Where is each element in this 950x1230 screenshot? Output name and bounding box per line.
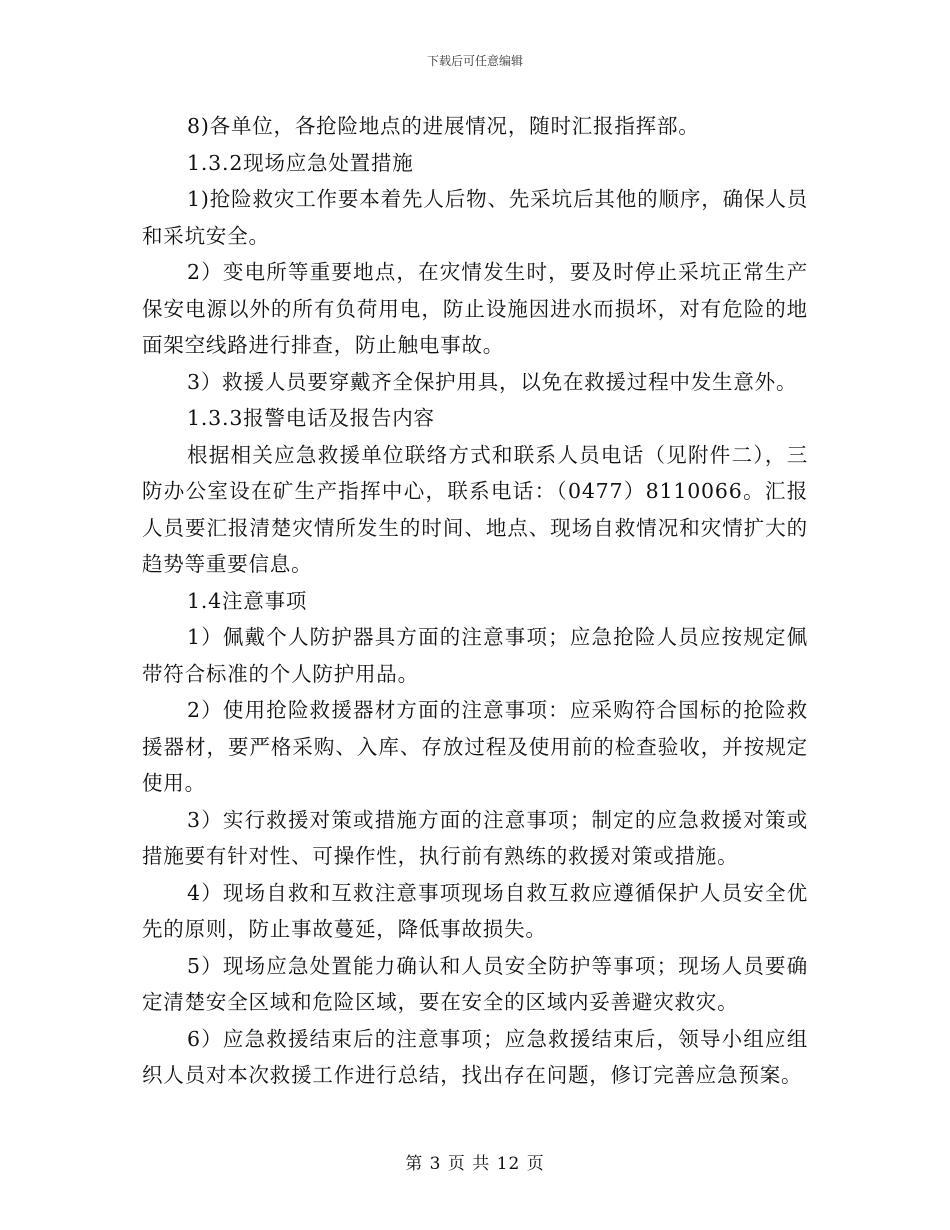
document-body: [142, 108, 808, 1094]
paragraph: 1）佩戴个人防护器具方面的注意事项；应急抢险人员应按规定佩带符合标准的个人防护用品。: [142, 625, 808, 686]
paragraph: 3）实行救援对策或措施方面的注意事项；制定的应急救援对策或措施要有针对性、可操作性，执行前有熟练的救援对策或措施。: [142, 807, 808, 868]
paragraph: 6）应急救援结束后的注意事项；应急救援结束后，领导小组应组织人员对本次救援工作进行总结，找出存在问题，修订完善应急预案。: [142, 1026, 808, 1087]
paragraph: 4）现场自救和互救注意事项现场自救互救应遵循保护人员安全优先的原则，防止事故蔓延，降低事故损失。: [142, 880, 808, 941]
paragraph: 5）现场应急处置能力确认和人员安全防护等事项；现场人员要确定清楚安全区域和危险区域，要在安全的区域内妥善避灾救灾。: [142, 953, 808, 1014]
paragraph: 2）变电所等重要地点，在灾情发生时，要及时停止采坑正常生产保安电源以外的所有负荷用电，防止设施因进水而损坏，对有危险的地面架空线路进行排查，防止触电事故。: [142, 260, 808, 357]
section-heading: 1.3.3报警电话及报告内容: [187, 406, 435, 430]
page-footer: 第 3 页 共 12 页: [405, 1154, 545, 1174]
paragraph: 2）使用抢险救援器材方面的注意事项：应采购符合国标的抢险救援器材，要严格采购、入库、存放过程及使用前的检查验收，并按规定使用。: [142, 698, 808, 795]
paragraph: 1)抢险救灾工作要本着先人后物、先采坑后其他的顺序，确保人员和采坑安全。: [142, 187, 808, 248]
page-header: 下载后可任意编辑: [426, 54, 523, 68]
paragraph: 根据相关应急救援单位联络方式和联系人员电话（见附件二），三防办公室设在矿生产指挥中心，联系电话：（0477）8110066。汇报人员要汇报清楚灾情所发生的时间、地点、现场自救情况和灾情扩大的趋势等重要信息。: [142, 442, 808, 576]
paragraph: 8)各单位，各抢险地点的进展情况，随时汇报指挥部。: [187, 114, 700, 138]
paragraph: 3）救援人员要穿戴齐全保护用具，以免在救援过程中发生意外。: [187, 369, 798, 394]
section-heading: 1.3.2现场应急处置措施: [187, 150, 414, 175]
section-heading: 1.4注意事项: [187, 588, 308, 613]
